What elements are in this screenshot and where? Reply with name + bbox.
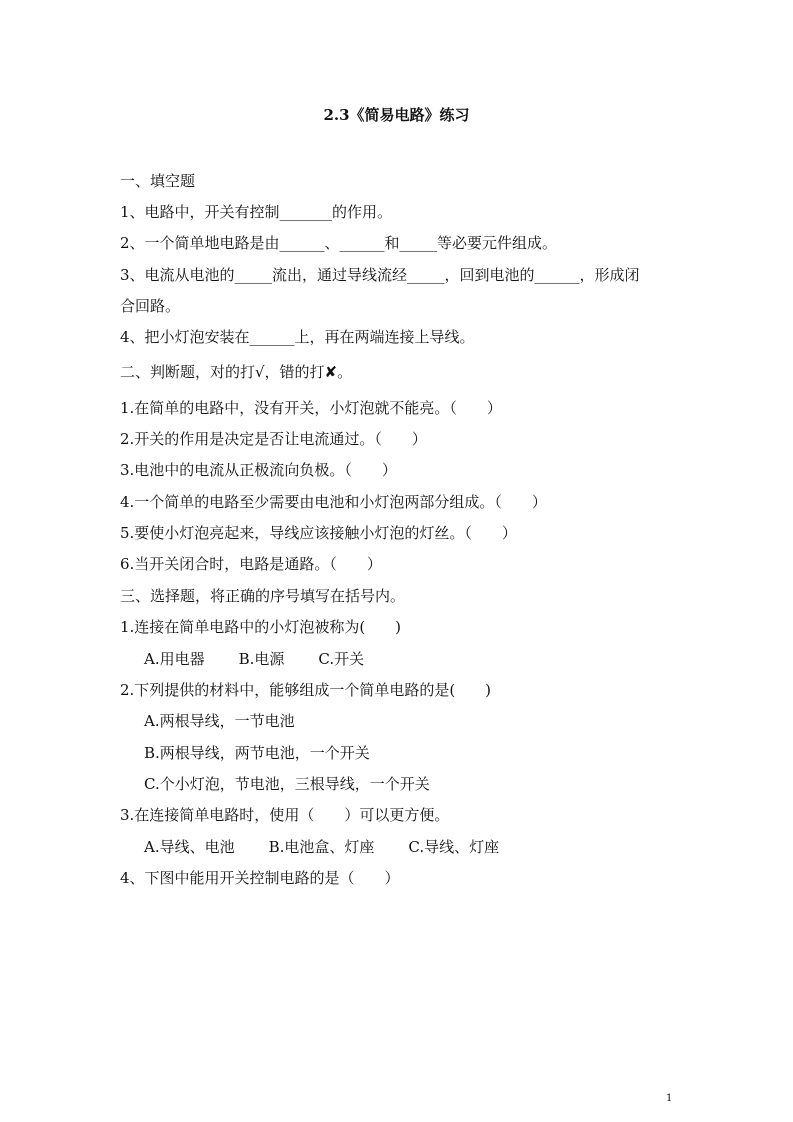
choice-q2-option-b: B.两根导线，两节电池，一个开关 [144,744,370,762]
choice-q3-option-b: B.电池盒、灯座 [268,838,375,856]
choice-q3-options [144,836,499,858]
choice-q2: 2.下列提供的材料中，能够组成一个简单电路的是( ) [120,681,492,699]
choice-q3: 3.在连接简单电路时，使用（ ）可以更方便。 [120,806,450,824]
section-heading-true-false: 二、判断题，对的打√，错的打✘。 [120,363,353,381]
page-title: 2.3《简易电路》练习 [323,106,470,124]
choice-q1-option-b: B.电源 [238,650,285,668]
true-false-q6: 6.当开关闭合时，电路是通路。（ ） [120,555,382,573]
choice-q3-option-a: A.导线、电池 [144,838,235,856]
choice-q1: 1.连接在简单电路中的小灯泡被称为( ) [120,618,402,636]
section-heading-fill-blank: 一、填空题 [120,172,196,190]
fill-blank-q2: 2、一个简单地电路是由______、______和_____等必要元件组成。 [120,234,558,252]
fill-blank-q3-line1: 3、电流从电池的_____流出，通过导线流经_____，回到电池的______，形成闭 [120,266,640,284]
choice-q1-option-c: C.开关 [318,650,365,668]
choice-q2-option-c: C.个小灯泡，节电池，三根导线，一个开关 [144,775,430,793]
true-false-q3: 3.电池中的电流从正极流向负极。（ ） [120,461,397,479]
true-false-q4: 4.一个简单的电路至少需要由电池和小灯泡两部分组成。（ ） [120,493,547,511]
fill-blank-q1: 1、电路中，开关有控制_______的作用。 [120,203,393,221]
choice-q3-option-c: C.导线、灯座 [408,838,500,856]
true-false-q2: 2.开关的作用是决定是否让电流通过。（ ） [120,430,427,448]
choice-q1-options [144,648,364,670]
choice-q2-option-a: A.两根导线，一节电池 [144,712,295,730]
page-number: 1 [666,1093,673,1104]
choice-q1-option-a: A.用电器 [144,650,205,668]
true-false-q1: 1.在简单的电路中，没有开关，小灯泡就不能亮。（ ） [120,399,502,417]
section-heading-choice: 三、选择题，将正确的序号填写在括号内。 [120,587,406,605]
fill-blank-q3-line2: 合回路。 [120,297,181,315]
choice-q4: 4、下图中能用开关控制电路的是（ ） [120,869,400,887]
true-false-q5: 5.要使小灯泡亮起来，导线应该接触小灯泡的灯丝。（ ） [120,524,517,542]
fill-blank-q4: 4、把小灯泡安装在______上，再在两端连接上导线。 [120,328,475,346]
